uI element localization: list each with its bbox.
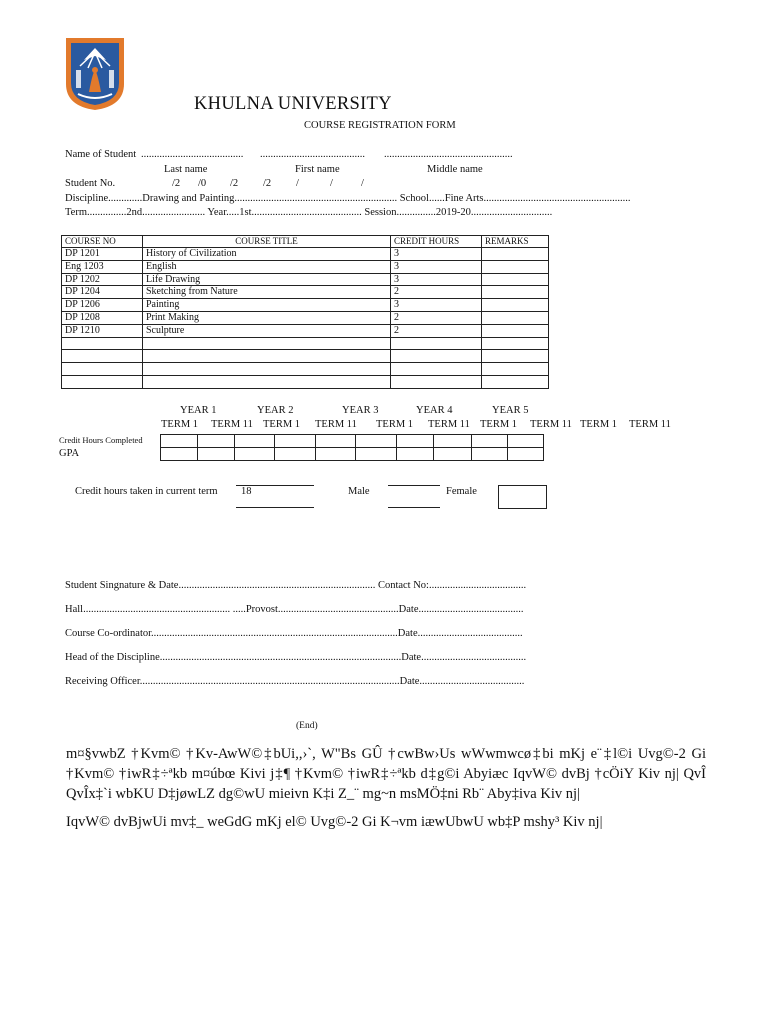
term-label: TERM 11 — [530, 419, 572, 430]
head-of-discipline-line[interactable]: Head of the Discipline............................................................................................Date........................................ — [65, 652, 527, 663]
course-no-cell: DP 1208 — [62, 311, 143, 324]
remarks-cell[interactable] — [482, 273, 549, 286]
term-label: TERM 1 — [580, 419, 618, 430]
credit-hours-cell[interactable] — [391, 375, 482, 388]
credit-box-bottom-line — [236, 507, 314, 508]
year-label: YEAR 1 — [180, 405, 217, 416]
male-box-bottom-line[interactable] — [388, 507, 440, 508]
credit-hours-cell: 3 — [391, 260, 482, 273]
middle-name-caption: Middle name — [427, 164, 483, 175]
course-no-cell: Eng 1203 — [62, 260, 143, 273]
course-no-cell[interactable] — [62, 337, 143, 350]
header-course-title: COURSE TITLE — [143, 236, 391, 248]
gpa-label: GPA — [59, 448, 80, 459]
course-title-cell: Sculpture — [143, 324, 391, 337]
table-row — [62, 299, 549, 312]
last-name-field[interactable]: ....................................... — [141, 149, 244, 160]
term-label: TERM 11 — [211, 419, 253, 430]
credit-hours-cell[interactable] — [391, 350, 482, 363]
year-label: YEAR 3 — [342, 405, 379, 416]
remarks-cell[interactable] — [482, 350, 549, 363]
grid-cell[interactable] — [397, 448, 434, 461]
male-label: Male — [348, 486, 370, 497]
form-title: COURSE REGISTRATION FORM — [304, 120, 456, 131]
table-row — [62, 324, 549, 337]
course-title-cell: History of Civilization — [143, 248, 391, 261]
course-no-cell: DP 1210 — [62, 324, 143, 337]
grid-cell[interactable] — [275, 448, 316, 461]
student-no-part[interactable]: /2 — [230, 178, 239, 189]
first-name-field[interactable]: ........................................ — [260, 149, 365, 160]
name-of-student-label: Name of Student — [65, 149, 137, 160]
grid-cell[interactable] — [316, 435, 356, 448]
credit-hours-cell: 3 — [391, 299, 482, 312]
course-no-cell: DP 1202 — [62, 273, 143, 286]
middle-name-field[interactable]: ................................................. — [384, 149, 513, 160]
year-label: YEAR 5 — [492, 405, 529, 416]
term-label: TERM 1 — [480, 419, 518, 430]
first-name-caption: First name — [295, 164, 340, 175]
credit-hours-current-label: Credit hours taken in current term — [75, 486, 218, 497]
header-course-no: COURSE NO — [62, 236, 143, 248]
last-name-caption: Last name — [164, 164, 208, 175]
student-no-part[interactable]: /0 — [198, 178, 207, 189]
grid-cell[interactable] — [198, 435, 235, 448]
header-remarks: REMARKS — [482, 236, 549, 248]
student-signature-line[interactable]: Student Singnature & Date........................................................................... Contact No:..................................... — [65, 580, 527, 591]
credit-hours-cell[interactable] — [391, 363, 482, 376]
student-no-part[interactable]: / — [361, 178, 364, 189]
course-title-cell[interactable] — [143, 375, 391, 388]
remarks-cell[interactable] — [482, 324, 549, 337]
student-no-label: Student No. — [65, 178, 116, 189]
term-label: TERM 1 — [376, 419, 414, 430]
student-no-part[interactable]: /2 — [263, 178, 272, 189]
course-no-cell[interactable] — [62, 363, 143, 376]
grid-cell[interactable] — [161, 448, 198, 461]
grid-cell[interactable] — [434, 448, 472, 461]
student-no-part[interactable]: / — [296, 178, 299, 189]
male-box-top-line — [388, 485, 440, 486]
grid-cell[interactable] — [356, 448, 397, 461]
grid-cell[interactable] — [397, 435, 434, 448]
grid-cell[interactable] — [316, 448, 356, 461]
term-label: TERM 11 — [315, 419, 357, 430]
notice-paragraph: m¤§vwbZ †Kvm© †Kv-AwW©‡bUi,,›`, W"Bs GÛ †cwBw›Us wWwmwcø‡bi mKj e¨‡l©i Uvg©-2 Gi †Kvm© †iwR‡÷ªkb m¤úbœ Kivi j‡¶ †Kvm© †iwR‡÷ªkb d‡g©i Abyiæc IqvW© dvBj †cÖiY Kiv nj| QvÎ QvÎx‡`i wbKU D‡jøwLZ dg©wU mieivn K‡i Z_¨ mg~n msMÖ‡ni Rb¨ Aby‡iva Kiv nj| — [66, 746, 706, 802]
credit-hours-current-value[interactable]: 18 — [241, 486, 252, 497]
course-title-cell: Sketching from Nature — [143, 286, 391, 299]
term-label: TERM 11 — [629, 419, 671, 430]
credit-hours-cell: 3 — [391, 273, 482, 286]
course-title-cell: English — [143, 260, 391, 273]
grid-cell[interactable] — [275, 435, 316, 448]
remarks-cell[interactable] — [482, 286, 549, 299]
remarks-cell[interactable] — [482, 375, 549, 388]
table-row — [62, 248, 549, 261]
table-row — [62, 286, 549, 299]
notice-paragraph-2: IqvW© dvBjwUi mv‡_ weGdG mKj el© Uvg©-2 Gi K¬vm iæwUbwU wb‡P mshy³ Kiv nj| — [66, 814, 603, 830]
grid-cell[interactable] — [508, 435, 544, 448]
credit-hours-cell: 3 — [391, 248, 482, 261]
credit-hours-cell[interactable] — [391, 337, 482, 350]
table-row — [62, 363, 549, 376]
course-coordinator-line[interactable]: Course Co-ordinator..............................................................................................Date........................................ — [65, 628, 523, 639]
course-no-cell: DP 1206 — [62, 299, 143, 312]
credit-hours-cell: 2 — [391, 324, 482, 337]
gpa-row — [161, 448, 544, 461]
female-box[interactable] — [498, 485, 547, 509]
header-credit-hours: CREDIT HOURS — [391, 236, 482, 248]
course-no-cell: DP 1201 — [62, 248, 143, 261]
table-row — [62, 375, 549, 388]
course-title-cell: Life Drawing — [143, 273, 391, 286]
remarks-cell[interactable] — [482, 299, 549, 312]
course-no-cell[interactable] — [62, 350, 143, 363]
credit-hours-completed-label: Credit Hours Completed — [59, 435, 143, 445]
grid-cell[interactable] — [434, 435, 472, 448]
credit-hours-cell: 2 — [391, 286, 482, 299]
grid-cell[interactable] — [472, 435, 508, 448]
credit-hours-cell: 2 — [391, 311, 482, 324]
course-title-cell[interactable] — [143, 363, 391, 376]
table-row — [62, 273, 549, 286]
grid-cell[interactable] — [235, 435, 275, 448]
course-title-cell[interactable] — [143, 350, 391, 363]
year-label: YEAR 2 — [257, 405, 294, 416]
grid-cell[interactable] — [472, 448, 508, 461]
remarks-cell[interactable] — [482, 363, 549, 376]
grid-cell[interactable] — [235, 448, 275, 461]
table-row — [62, 311, 549, 324]
remarks-cell[interactable] — [482, 260, 549, 273]
term-line[interactable]: Term...............2nd........................ Year.....1st.......................................... Session...............2019-20............................... — [65, 207, 553, 218]
end-marker: (End) — [296, 721, 318, 731]
year-label: YEAR 4 — [416, 405, 453, 416]
student-no-part[interactable]: /2 — [172, 178, 181, 189]
grid-cell[interactable] — [198, 448, 235, 461]
course-table — [61, 235, 549, 389]
remarks-cell[interactable] — [482, 337, 549, 350]
table-row — [62, 350, 549, 363]
grid-cell[interactable] — [356, 435, 397, 448]
course-title-cell: Print Making — [143, 311, 391, 324]
credit-completed-row — [161, 435, 544, 448]
course-no-cell[interactable] — [62, 375, 143, 388]
table-row — [62, 337, 549, 350]
term-label: TERM 1 — [263, 419, 301, 430]
remarks-cell[interactable] — [482, 311, 549, 324]
receiving-officer-line[interactable]: Receiving Officer...................................................................................................Date........................................ — [65, 676, 525, 687]
table-row — [62, 260, 549, 273]
university-logo — [64, 36, 126, 112]
grid-cell[interactable] — [161, 435, 198, 448]
course-no-cell: DP 1204 — [62, 286, 143, 299]
table-header-row — [62, 236, 549, 248]
grid-cell[interactable] — [508, 448, 544, 461]
course-title-cell[interactable] — [143, 337, 391, 350]
remarks-cell[interactable] — [482, 248, 549, 261]
discipline-line[interactable]: Discipline.............Drawing and Painting.............................................................. School......Fine Arts........................................................ — [65, 193, 631, 204]
term-label: TERM 11 — [428, 419, 470, 430]
female-label: Female — [446, 486, 477, 497]
gpa-grid — [160, 434, 544, 461]
student-no-part[interactable]: / — [330, 178, 333, 189]
hall-provost-line[interactable]: Hall........................................................ .....Provost..............................................Date........................................ — [65, 604, 524, 615]
university-name: KHULNA UNIVERSITY — [194, 94, 392, 114]
course-title-cell: Painting — [143, 299, 391, 312]
term-label: TERM 1 — [161, 419, 199, 430]
